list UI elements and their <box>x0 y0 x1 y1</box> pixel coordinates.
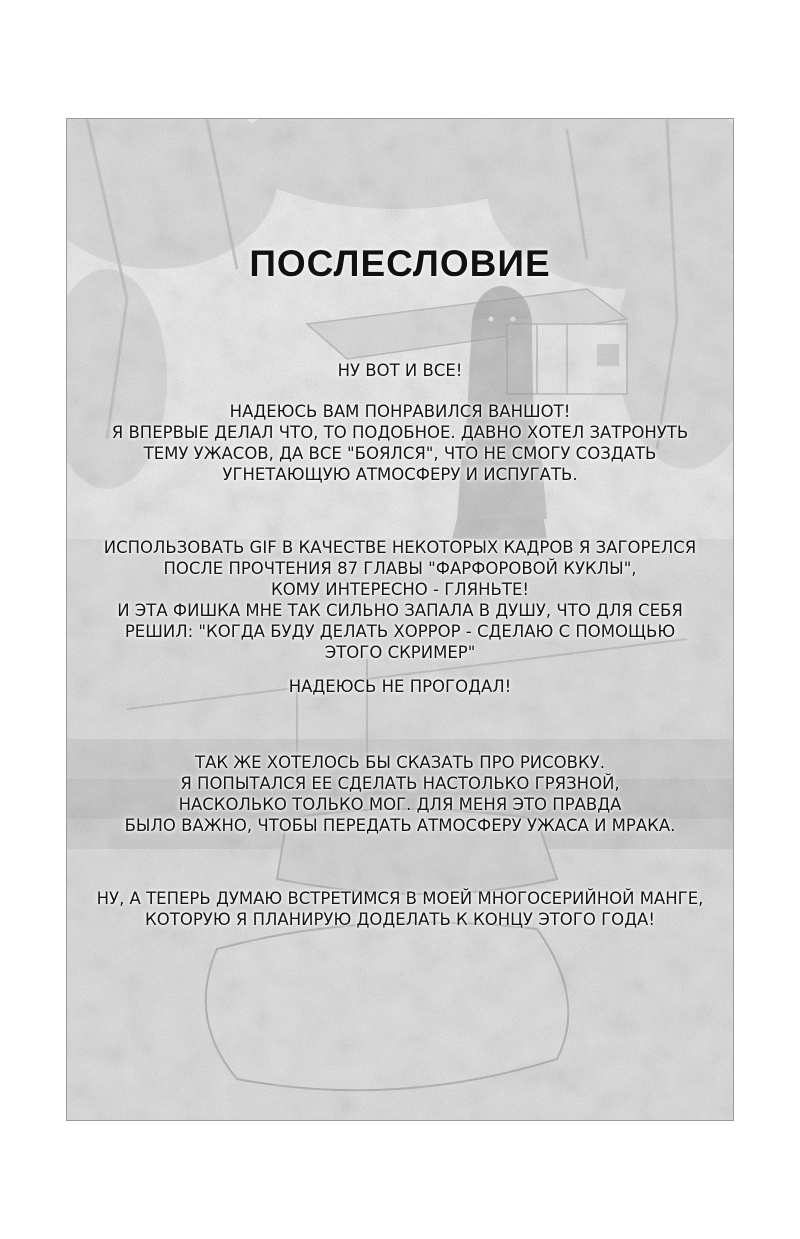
paragraph-hope <box>67 676 733 697</box>
afterword-title: ПОСЛЕСЛОВИЕ <box>249 243 551 284</box>
text-line: РЕШИЛ: "КОГДА БУДУ ДЕЛАТЬ ХОРРОР - СДЕЛАЮ С ПОМОЩЬЮ <box>124 622 676 641</box>
afterword-panel <box>66 118 734 1121</box>
paragraph-next-manga <box>67 888 733 930</box>
text-line: ЭТОГО СКРИМЕР" <box>324 643 476 662</box>
text-line: ТАК ЖЕ ХОТЕЛОСЬ БЫ СКАЗАТЬ ПРО РИСОВКУ. <box>195 753 605 772</box>
paragraph-art-style <box>67 752 733 836</box>
text-line: НАДЕЮСЬ НЕ ПРОГОДАЛ! <box>288 677 512 696</box>
text-line: И ЭТА ФИШКА МНЕ ТАК СИЛЬНО ЗАПАЛА В ДУШУ, ЧТО ДЛЯ СЕБЯ <box>117 601 683 620</box>
text-line: НУ, А ТЕПЕРЬ ДУМАЮ ВСТРЕТИМСЯ В МОЕЙ МНОГОСЕРИЙНОЙ МАНГЕ, <box>96 889 704 908</box>
paragraph-intro <box>67 360 733 381</box>
text-line: Я ВПЕРВЫЕ ДЕЛАЛ ЧТО, ТО ПОДОБНОЕ. ДАВНО ХОТЕЛ ЗАТРОНУТЬ <box>111 423 689 442</box>
text-line: Я ПОПЫТАЛСЯ ЕЕ СДЕЛАТЬ НАСТОЛЬКО ГРЯЗНОЙ, <box>180 774 620 793</box>
text-line: ТЕМУ УЖАСОВ, ДА ВСЕ "БОЯЛСЯ", ЧТО НЕ СМОГУ СОЗДАТЬ <box>143 444 657 463</box>
text-line: ПОСЛЕ ПРОЧТЕНИЯ 87 ГЛАВЫ "ФАРФОРОВОЙ КУКЛЫ", <box>163 559 637 578</box>
text-line: БЫЛО ВАЖНО, ЧТОБЫ ПЕРЕДАТЬ АТМОСФЕРУ УЖАСА И МРАКА. <box>124 816 676 835</box>
text-line: ИСПОЛЬЗОВАТЬ GIF В КАЧЕСТВЕ НЕКОТОРЫХ КАДРОВ Я ЗАГОРЕЛСЯ <box>103 538 697 557</box>
text-line: НАСКОЛЬКО ТОЛЬКО МОГ. ДЛЯ МЕНЯ ЭТО ПРАВДА <box>178 795 622 814</box>
text-line: КОТОРУЮ Я ПЛАНИРУЮ ДОДЕЛАТЬ К КОНЦУ ЭТОГО ГОДА! <box>145 910 655 929</box>
text-line: КОМУ ИНТЕРЕСНО - ГЛЯНЬТЕ! <box>270 580 529 599</box>
afterword-text <box>67 119 733 1120</box>
paragraph-gif <box>67 537 733 663</box>
text-line: НУ ВОТ И ВСЕ! <box>337 361 463 380</box>
text-line: НАДЕЮСЬ ВАМ ПОНРАВИЛСЯ ВАНШОТ! <box>229 402 571 421</box>
text-line: УГНЕТАЮЩУЮ АТМОСФЕРУ И ИСПУГАТЬ. <box>222 465 578 484</box>
paragraph-oneshot <box>67 401 733 485</box>
